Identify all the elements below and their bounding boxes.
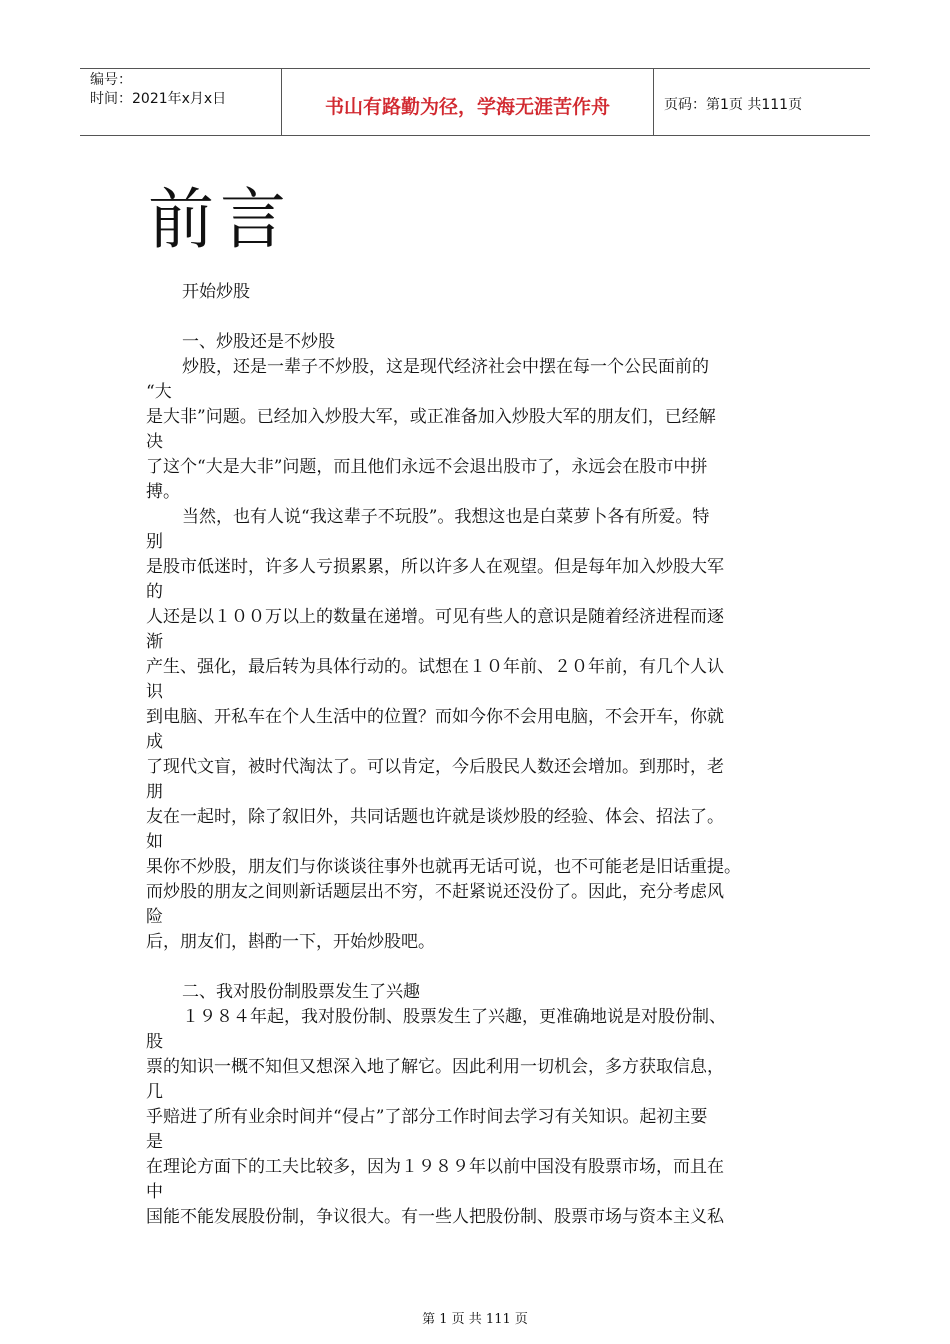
text-line: 成 (146, 732, 163, 752)
text-line: 中 (146, 1182, 163, 1202)
text-line: 决 (146, 432, 163, 452)
text-line: 如 (146, 832, 163, 852)
text-line: 股 (146, 1032, 163, 1052)
header-motto-cell (282, 69, 654, 135)
header-page-info: 页码：第1页 共111页 (664, 97, 803, 113)
text-line: 炒股，还是一辈子不炒股，这是现代经济社会中摆在每一个公民面前的 (182, 357, 709, 377)
blank-line (146, 305, 810, 330)
text-line: 在理论方面下的工夫比较多，因为１９８９年以前中国没有股票市场，而且在 (146, 1157, 724, 1177)
text-line: 了这个“大是大非”问题，而且他们永远不会退出股市了，永远会在股市中拼 (146, 457, 708, 477)
page-title: 前言 (148, 181, 292, 258)
text-line: 了现代文盲，被时代淘汰了。可以肯定，今后股民人数还会增加。到那时，老 (146, 757, 724, 777)
time-label: 时间：2021年x月x日 (90, 91, 227, 107)
blank-line (146, 955, 810, 980)
text-line: 而炒股的朋友之间则新话题层出不穷，不赶紧说还没份了。因此，充分考虑风 (146, 882, 724, 902)
text-line: 后，朋友们，斟酌一下，开始炒股吧。 (146, 932, 435, 952)
text-line: 产生、强化，最后转为具体行动的。试想在１０年前、２０年前，有几个人认 (146, 657, 724, 677)
text-line: 险 (146, 907, 163, 927)
text-line: 朋 (146, 782, 163, 802)
text-line: 别 (146, 532, 163, 552)
text-line: 二、我对股份制股票发生了兴趣 (182, 982, 420, 1002)
text-line: 果你不炒股，朋友们与你谈谈往事外也就再无话可说，也不可能老是旧话重提。 (146, 857, 741, 877)
text-line: 识 (146, 682, 163, 702)
text-line: 一、炒股还是不炒股 (182, 332, 335, 352)
number-label: 编号： (90, 72, 132, 88)
header-motto: 书山有路勤为径，学海无涯苦作舟 (324, 95, 610, 118)
page-footer: 第 1 页 共 111 页 (422, 1312, 528, 1327)
text-line: 开始炒股 (182, 282, 250, 302)
text-line: 是 (146, 1132, 163, 1152)
text-line: 票的知识一概不知但又想深入地了解它。因此利用一切机会，多方获取信息， (146, 1057, 724, 1077)
header-meta (80, 69, 282, 135)
text-line: 乎赔进了所有业余时间并“侵占”了部分工作时间去学习有关知识。起初主要 (146, 1107, 708, 1127)
text-line: 人还是以１００万以上的数量在递增。可见有些人的意识是随着经济进程而逐 (146, 607, 724, 627)
text-line: 是股市低迷时，许多人亏损累累，所以许多人在观望。但是每年加入炒股大军 (146, 557, 724, 577)
text-line: 渐 (146, 632, 163, 652)
text-line: 到电脑、开私车在个人生活中的位置？而如今你不会用电脑，不会开车，你就 (146, 707, 724, 727)
text-line: 搏。 (146, 482, 180, 502)
text-line: 友在一起时，除了叙旧外，共同话题也许就是谈炒股的经验、体会、招法了。 (146, 807, 724, 827)
text-line: 的 (146, 582, 163, 602)
text-line: “大 (146, 382, 172, 402)
document-header (80, 68, 870, 136)
text-line: 当然，也有人说“我这辈子不玩股”。我想这也是白菜萝卜各有所爱。特 (182, 507, 710, 527)
text-line: 是大非”问题。已经加入炒股大军，或正准备加入炒股大军的朋友们，已经解 (146, 407, 716, 427)
text-line: １９８４年起，我对股份制、股票发生了兴趣，更准确地说是对股份制、 (182, 1007, 726, 1027)
document-body (146, 280, 810, 1230)
text-line: 国能不能发展股份制，争议很大。有一些人把股份制、股票市场与资本主义私 (146, 1207, 724, 1227)
text-line: 几 (146, 1082, 163, 1102)
